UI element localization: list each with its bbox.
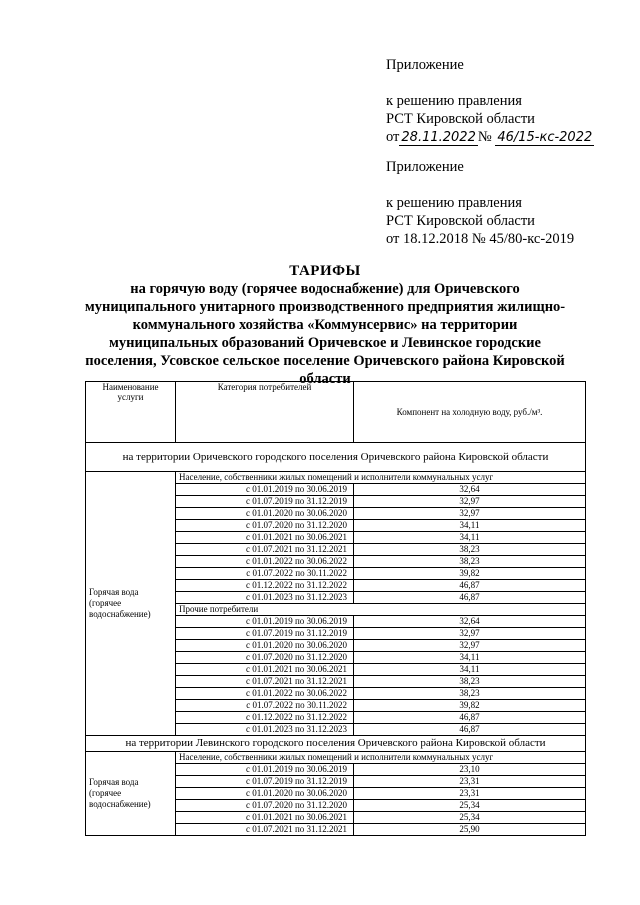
period-cell: с 01.07.2021 по 31.12.2021 [176,544,354,556]
period-cell: с 01.07.2022 по 30.11.2022 [176,568,354,580]
category-label: Население, собственники жилых помещений и исполнители коммунальных услуг [176,752,586,764]
cold-water-cell: 39,82 [354,700,586,712]
region-row [86,443,586,472]
heading-title: ТАРИФЫ [289,263,361,279]
header-cold-water: Компонент на холодную воду, руб./м³. [354,382,586,443]
period-cell: с 01.07.2019 по 31.12.2019 [176,628,354,640]
appendix-new [386,56,594,146]
appendix-title: Приложение [386,159,464,175]
period-cell: с 01.07.2020 по 31.12.2020 [176,800,354,812]
cold-water-cell: 38,23 [354,544,586,556]
header-service: Наименование услуги [86,382,176,443]
cold-water-cell: 34,11 [354,532,586,544]
period-cell: с 01.07.2019 по 31.12.2019 [176,496,354,508]
category-label: Прочие потребители [176,604,586,616]
period-cell: с 01.01.2020 по 30.06.2020 [176,788,354,800]
appendix-old [386,158,574,248]
appendix-line: РСТ Кировской области [386,213,535,229]
cold-water-cell: 25,34 [354,812,586,824]
tariff-table [85,381,586,836]
cold-water-cell: 39,82 [354,568,586,580]
cold-water-cell: 25,90 [354,824,586,836]
region-title: на территории Оричевского городского поселения Оричевского района Кировской области [86,443,586,472]
period-cell: с 01.01.2019 по 30.06.2019 [176,484,354,496]
period-cell: с 01.07.2019 по 31.12.2019 [176,776,354,788]
service-name: Горячая вода (горячее водоснабжение) [86,472,176,736]
category-row [86,472,586,484]
cold-water-cell: 32,97 [354,640,586,652]
cold-water-cell: 46,87 [354,592,586,604]
cold-water-cell: 32,64 [354,484,586,496]
period-cell: с 01.12.2022 по 31.12.2022 [176,712,354,724]
cold-water-cell: 38,23 [354,688,586,700]
table-header-row [86,382,586,443]
header-category: Категория потребителей [176,382,354,443]
cold-water-cell: 32,97 [354,628,586,640]
period-cell: с 01.01.2023 по 31.12.2023 [176,592,354,604]
appendix-line: от 18.12.2018 № 45/80-кс-2019 [386,231,575,247]
period-cell: с 01.01.2021 по 30.06.2021 [176,532,354,544]
period-cell: с 01.01.2022 по 30.06.2022 [176,556,354,568]
period-cell: с 01.01.2021 по 30.06.2021 [176,812,354,824]
period-cell: с 01.07.2021 по 31.12.2021 [176,824,354,836]
handwritten-number: 46/15-кс-2022 [497,130,593,145]
cold-water-cell: 23,31 [354,776,586,788]
cold-water-cell: 23,31 [354,788,586,800]
cold-water-cell: 25,34 [354,800,586,812]
period-cell: с 01.01.2019 по 30.06.2019 [176,764,354,776]
region-row [86,736,586,752]
cold-water-cell: 34,11 [354,520,586,532]
category-label: Население, собственники жилых помещений и исполнители коммунальных услуг [176,472,586,484]
cold-water-cell: 32,64 [354,616,586,628]
period-cell: с 01.07.2021 по 31.12.2021 [176,676,354,688]
handwritten-date: 28.11.2022 [401,130,476,145]
cold-water-cell: 38,23 [354,556,586,568]
cold-water-cell: 46,87 [354,724,586,736]
period-cell: с 01.01.2019 по 30.06.2019 [176,616,354,628]
region-title: на территории Левинского городского поселения Оричевского района Кировской области [86,736,586,752]
cold-water-cell: 32,97 [354,496,586,508]
period-cell: с 01.01.2020 по 30.06.2020 [176,640,354,652]
period-cell: с 01.07.2022 по 30.11.2022 [176,700,354,712]
service-name: Горячая вода (горячее водоснабжение) [86,752,176,836]
appendix-date-line: от 28.11.2022 № 46/15-кс-2022 [386,129,593,145]
cold-water-cell: 34,11 [354,652,586,664]
cold-water-cell: 34,11 [354,664,586,676]
period-cell: с 01.07.2020 по 31.12.2020 [176,652,354,664]
period-cell: с 01.07.2020 по 31.12.2020 [176,520,354,532]
period-cell: с 01.12.2022 по 31.12.2022 [176,580,354,592]
cold-water-cell: 23,10 [354,764,586,776]
appendix-line: РСТ Кировской области [386,111,535,127]
cold-water-cell: 46,87 [354,580,586,592]
appendix-line: к решению правления [386,93,522,109]
period-cell: с 01.01.2022 по 30.06.2022 [176,688,354,700]
period-cell: с 01.01.2023 по 31.12.2023 [176,724,354,736]
document-heading: ТАРИФЫ на горячую воду (горячее водоснабжение) для Оричевского муниципального унитарного производственного предприятия жилищно- коммунального хозяйства «Коммунсервис» на территории муниципальных образований Оричевское и Левинское городские поселения, Усовское сельское поселение Оричевского района Кировской области [70,262,580,388]
period-cell: с 01.01.2021 по 30.06.2021 [176,664,354,676]
cold-water-cell: 38,23 [354,676,586,688]
period-cell: с 01.01.2020 по 30.06.2020 [176,508,354,520]
cold-water-cell: 46,87 [354,712,586,724]
appendix-title: Приложение [386,57,464,73]
category-row [86,752,586,764]
appendix-line: к решению правления [386,195,522,211]
cold-water-cell: 32,97 [354,508,586,520]
